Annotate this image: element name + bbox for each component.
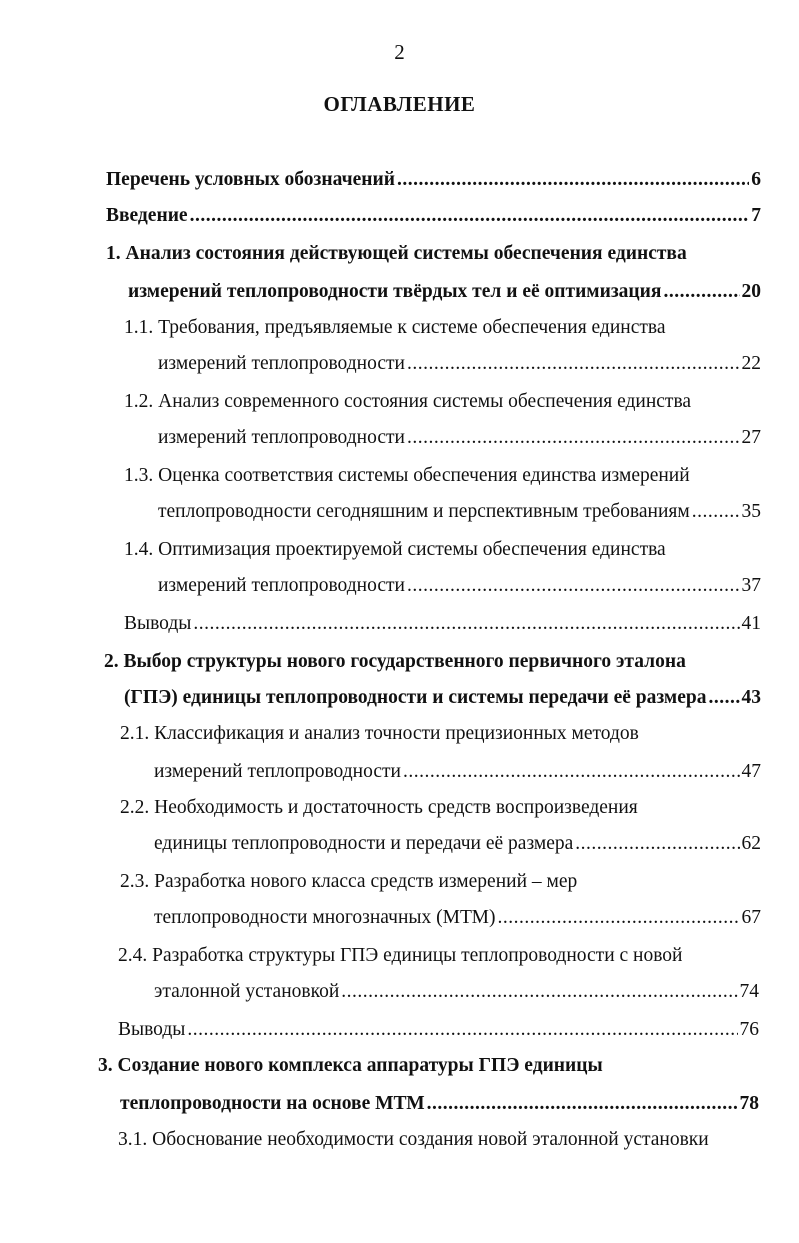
- toc-entry: [120, 796, 638, 820]
- toc-entry: [106, 168, 761, 192]
- page-number: 2: [394, 40, 405, 64]
- toc-entry-text: теплопроводности сегодняшним и перспективным требованиям: [158, 501, 690, 522]
- toc-leader: [497, 906, 739, 930]
- toc-entry-text: Выводы: [124, 613, 192, 634]
- toc-page-number: 62: [741, 833, 761, 854]
- toc-page-number: 47: [741, 761, 761, 782]
- toc-page-number: 74: [739, 981, 759, 1002]
- toc-entry-text: измерений теплопроводности: [158, 575, 405, 596]
- toc-entry-text: 2.3. Разработка нового класса средств измерений – мер: [120, 871, 578, 892]
- toc-page-number: 7: [751, 205, 761, 226]
- toc-page-number: 27: [741, 427, 761, 448]
- toc-entry-text: 2.1. Классификация и анализ точности прецизионных методов: [120, 723, 639, 744]
- toc-page-number: 67: [741, 907, 761, 928]
- toc-leader: [692, 500, 740, 524]
- toc-entry-text: 1. Анализ состояния действующей системы обеспечения единства: [106, 243, 687, 264]
- toc-leader: [190, 204, 750, 228]
- toc-entry: [106, 242, 687, 266]
- toc-leader: [708, 686, 739, 710]
- toc-entry-text: 1.1. Требования, предъявляемые к системе обеспечения единства: [124, 317, 666, 338]
- toc-leader: [427, 1092, 738, 1116]
- toc-page-number: 37: [741, 575, 761, 596]
- toc-entry: [128, 280, 761, 304]
- toc-entry: [124, 538, 666, 562]
- toc-leader: [575, 832, 739, 856]
- toc-entry-text: (ГПЭ) единицы теплопроводности и системы передачи её размера: [124, 687, 707, 708]
- page-title: ОГЛАВЛЕНИЕ: [323, 92, 476, 116]
- toc-page-number: 78: [739, 1093, 759, 1114]
- toc-leader: [403, 760, 740, 784]
- toc-entry-text: 1.4. Оптимизация проектируемой системы обеспечения единства: [124, 539, 666, 560]
- toc-entry-text: измерений теплопроводности: [158, 427, 405, 448]
- toc-leader: [407, 426, 740, 450]
- toc-entry: [158, 574, 761, 598]
- toc-entry: [154, 760, 761, 784]
- toc-entry: [158, 500, 761, 524]
- toc-entry-text: 1.2. Анализ современного состояния системы обеспечения единства: [124, 391, 692, 412]
- toc-entry-text: теплопроводности многозначных (МТМ): [154, 907, 496, 928]
- toc-entry-text: эталонной установкой: [154, 981, 340, 1002]
- toc-entry-text: Выводы: [118, 1019, 186, 1040]
- toc-leader: [407, 352, 740, 376]
- toc-entry-text: единицы теплопроводности и передачи её размера: [154, 833, 574, 854]
- toc-page-number: 6: [751, 169, 761, 190]
- toc-entry-text: измерений теплопроводности: [154, 761, 401, 782]
- toc-page-number: 43: [741, 687, 761, 708]
- toc-leader: [187, 1018, 737, 1042]
- toc-leader: [193, 612, 739, 636]
- toc-leader: [341, 980, 737, 1004]
- toc-leader: [397, 168, 749, 192]
- toc-entry: [154, 980, 759, 1004]
- toc-entry: [104, 650, 686, 674]
- toc-entry-text: измерений теплопроводности твёрдых тел и её оптимизация: [128, 281, 662, 302]
- toc-entry: [124, 612, 761, 636]
- toc-entry-text: Перечень условных обозначений: [106, 169, 395, 190]
- toc-entry: [118, 944, 682, 968]
- toc-entry-text: измерений теплопроводности: [158, 353, 405, 374]
- toc-entry-text: 2.4. Разработка структуры ГПЭ единицы теплопроводности с новой: [118, 945, 683, 966]
- toc-page-number: 41: [741, 613, 761, 634]
- toc-entry: [158, 352, 761, 376]
- toc-entry: [98, 1054, 603, 1078]
- toc-page-number: 76: [739, 1019, 759, 1040]
- toc-entry: [118, 1128, 709, 1152]
- toc-entry: [120, 870, 577, 894]
- toc-entry: [124, 464, 690, 488]
- toc-entry-text: 3.1. Обоснование необходимости создания новой эталонной установки: [118, 1129, 709, 1150]
- toc-entry: [158, 426, 761, 450]
- toc-entry: [154, 906, 761, 930]
- toc-entry: [154, 832, 761, 856]
- toc-leader: [407, 574, 740, 598]
- toc-entry-text: Введение: [106, 205, 188, 226]
- toc-leader: [663, 280, 739, 304]
- toc-entry: [120, 1092, 759, 1116]
- toc-entry: [120, 722, 639, 746]
- toc-page-number: 35: [741, 501, 761, 522]
- toc-entry-text: 2. Выбор структуры нового государственного первичного эталона: [104, 651, 686, 672]
- toc-entry-text: теплопроводности на основе МТМ: [120, 1093, 425, 1114]
- toc-entry: [124, 316, 666, 340]
- toc-page-number: 20: [741, 281, 761, 302]
- toc-entry: [106, 204, 761, 228]
- toc-entry: [118, 1018, 759, 1042]
- toc-entry-text: 2.2. Необходимость и достаточность средств воспроизведения: [120, 797, 638, 818]
- toc-page-number: 22: [741, 353, 761, 374]
- toc-entry: [124, 686, 761, 710]
- toc-entry: [124, 390, 691, 414]
- toc-entry-text: 1.3. Оценка соответствия системы обеспечения единства измерений: [124, 465, 690, 486]
- toc-entry-text: 3. Создание нового комплекса аппаратуры ГПЭ единицы: [98, 1055, 603, 1076]
